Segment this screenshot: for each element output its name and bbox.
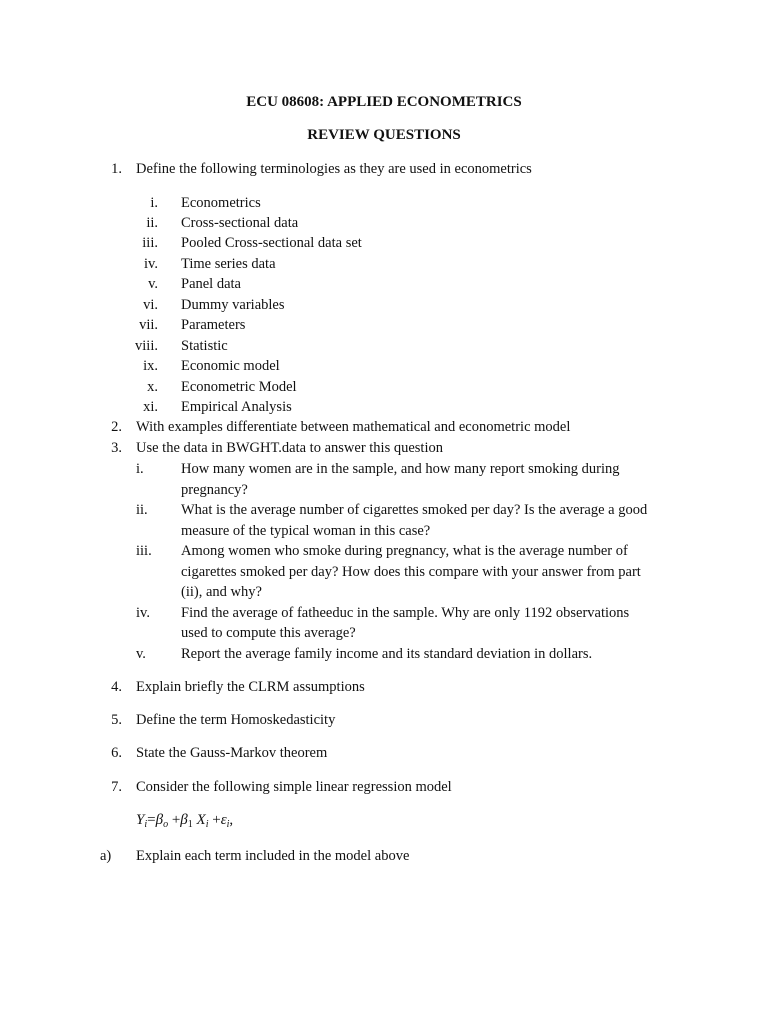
list-numeral: iii. <box>136 543 152 559</box>
list-numeral: vi. <box>143 297 158 313</box>
formula-equals: = <box>147 812 156 828</box>
list-text: Econometrics <box>181 195 261 211</box>
list-text: Econometric Model <box>181 379 297 395</box>
list-text: pregnancy? <box>181 482 248 498</box>
formula-plus: + <box>171 812 181 828</box>
list-numeral: iii. <box>142 235 158 251</box>
list-text: Parameters <box>181 317 246 333</box>
question-number: 2. <box>111 419 122 435</box>
list-numeral: vii. <box>139 317 158 333</box>
formula-y-subscript: i <box>144 819 148 830</box>
list-numeral: ii. <box>146 215 158 231</box>
list-text: Time series data <box>181 256 276 272</box>
list-numeral: i. <box>136 461 144 477</box>
list-text: used to compute this average? <box>181 625 356 641</box>
question-number: 7. <box>111 779 122 795</box>
document-subtitle: REVIEW QUESTIONS <box>307 127 461 143</box>
list-numeral: i. <box>150 195 158 211</box>
question-number: 5. <box>111 712 122 728</box>
formula-epsilon: ε <box>220 812 227 828</box>
list-text: Dummy variables <box>181 297 285 313</box>
formula-beta0-subscript: o <box>163 819 169 830</box>
question-text: With examples differentiate between mathematical and econometric model <box>136 419 571 435</box>
question-text: Define the following terminologies as they are used in econometrics <box>136 161 532 177</box>
question-number: 1. <box>111 161 122 177</box>
list-text: Cross-sectional data <box>181 215 299 231</box>
formula-beta1-subscript: 1 <box>187 819 193 830</box>
list-text: Pooled Cross-sectional data set <box>181 235 362 251</box>
question-number: 6. <box>111 745 122 761</box>
formula-beta1: β <box>180 812 188 828</box>
list-numeral: ix. <box>143 358 158 374</box>
list-text: Empirical Analysis <box>181 399 292 415</box>
document-title: ECU 08608: APPLIED ECONOMETRICS <box>246 94 522 110</box>
formula-beta0: β <box>155 812 164 828</box>
list-text: measure of the typical woman in this case? <box>181 523 431 539</box>
question-letter: a) <box>100 848 112 864</box>
list-text: cigarettes smoked per day? How does this compare with your answer from part <box>181 564 641 580</box>
list-numeral: v. <box>148 276 158 292</box>
list-numeral: viii. <box>135 338 158 354</box>
question-text: Explain each term included in the model above <box>136 848 410 864</box>
list-text: Statistic <box>181 338 228 354</box>
question-number: 4. <box>111 679 122 695</box>
formula-plus: + <box>212 812 221 828</box>
list-numeral: iv. <box>144 256 158 272</box>
list-text: Panel data <box>181 276 241 292</box>
list-numeral: ii. <box>136 502 148 518</box>
list-numeral: v. <box>136 646 146 662</box>
list-text: Economic model <box>181 358 280 374</box>
list-text: What is the average number of cigarettes smoked per day? Is the average a good <box>181 502 648 518</box>
question-text: Consider the following simple linear regression model <box>136 779 452 795</box>
question-text: State the Gauss-Markov theorem <box>136 745 328 761</box>
list-text: Find the average of fatheeduc in the sample. Why are only 1192 observations <box>181 605 630 621</box>
question-text: Use the data in BWGHT.data to answer this question <box>136 440 443 456</box>
question-text: Define the term Homoskedasticity <box>136 712 336 728</box>
list-numeral: xi. <box>143 399 158 415</box>
question-number: 3. <box>111 440 122 456</box>
list-numeral: iv. <box>136 605 150 621</box>
list-text: Report the average family income and its standard deviation in dollars. <box>181 646 593 662</box>
regression-formula <box>136 810 233 835</box>
formula-x-subscript: i <box>205 819 209 830</box>
question-text: Explain briefly the CLRM assumptions <box>136 679 365 695</box>
formula-comma: , <box>229 812 234 828</box>
list-text: Among women who smoke during pregnancy, what is the average number of <box>181 543 628 559</box>
list-text: How many women are in the sample, and how many report smoking during <box>181 461 620 477</box>
formula-x: X <box>196 812 206 828</box>
list-text: (ii), and why? <box>181 584 262 600</box>
formula-y: Y <box>136 812 145 828</box>
list-numeral: x. <box>147 379 158 395</box>
formula-epsilon-subscript: i <box>226 819 230 830</box>
